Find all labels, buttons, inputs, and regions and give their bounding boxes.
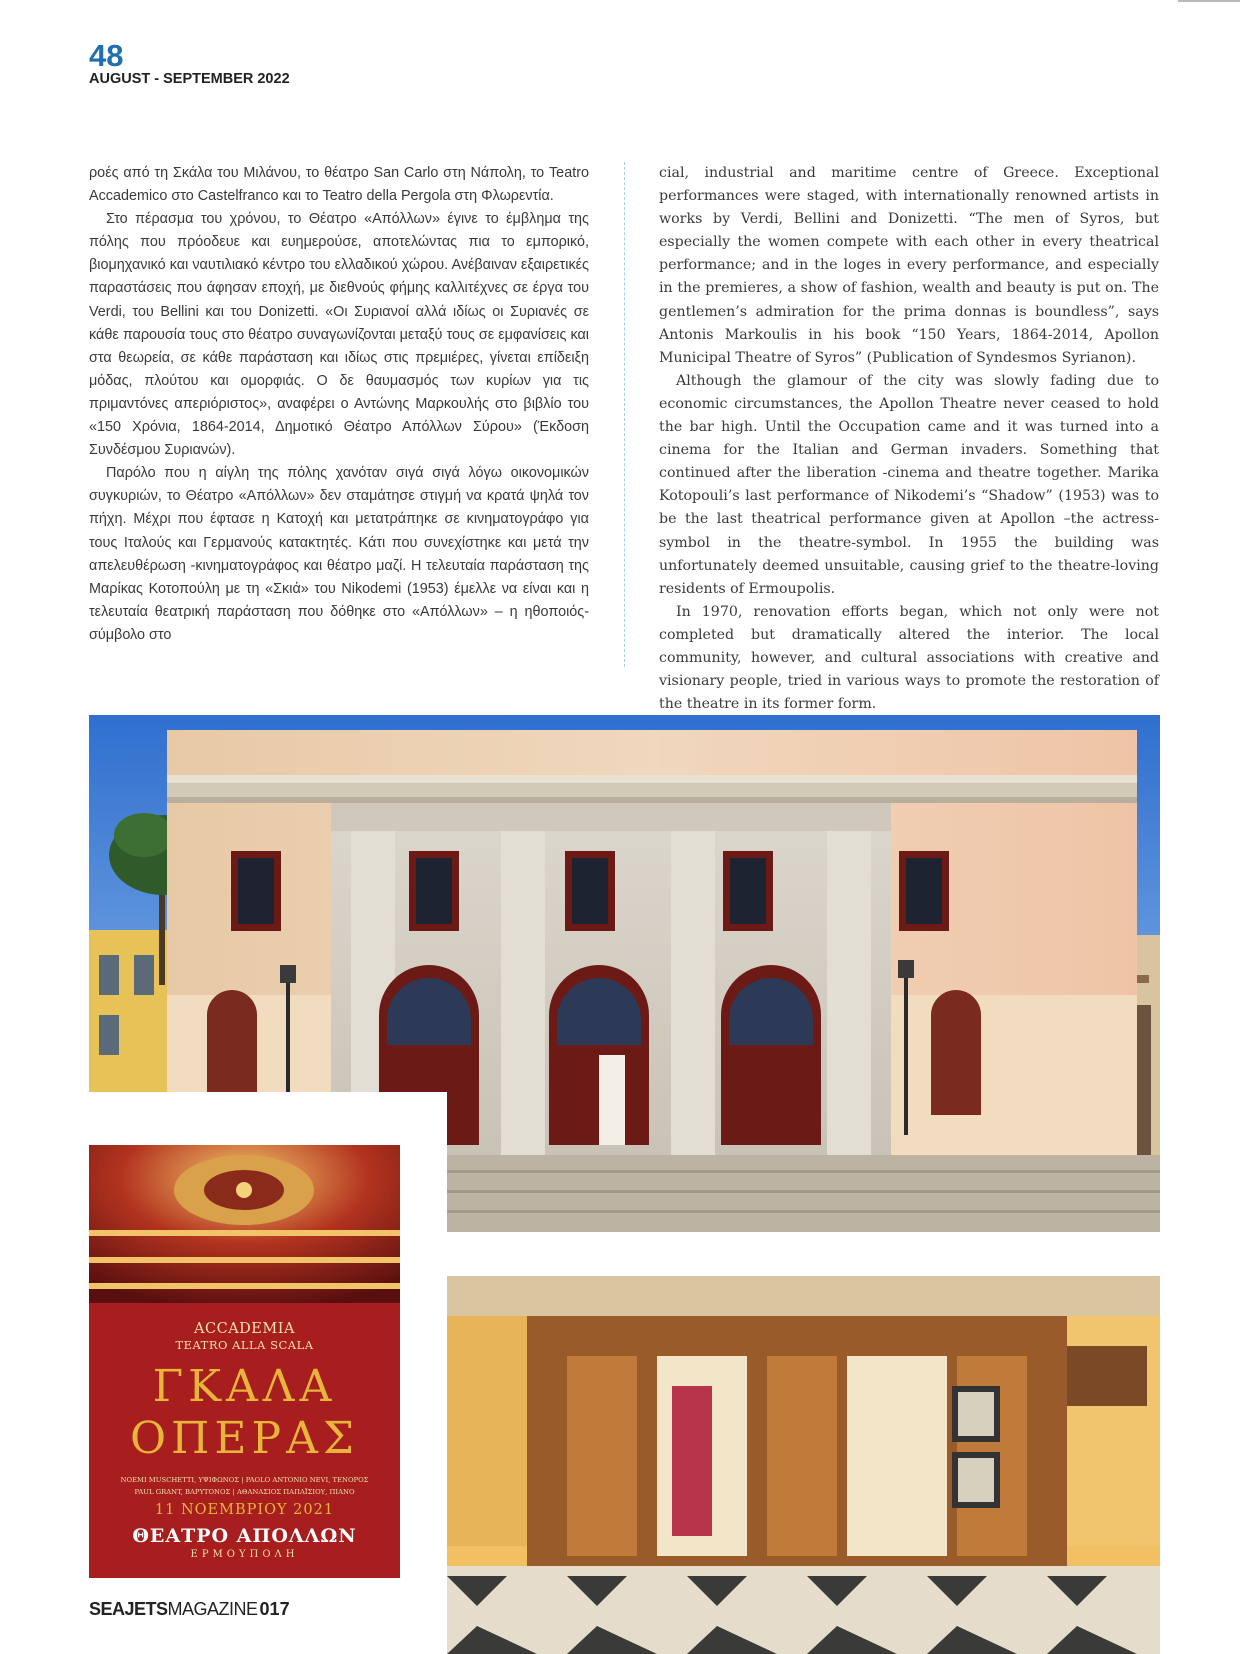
gala-poster	[89, 1145, 400, 1578]
poster-venue: ΘΕΑΤΡΟ ΑΠΟΛΛΩΝ	[132, 1525, 357, 1547]
greek-paragraph: Παρόλο που η αίγλη της πόλης χανόταν σιγά σιγά λόγω οικονομικών συγκυριών, το Θέατρο «Απόλλων» δεν σταμάτησε στιγμή να κρατά ψηλά τον πήχη. Μέχρι που έφτασε η Κατοχή και μετατράπηκε σε κινηματογράφο για τους Ιταλούς και Γερμανούς κατακτητές. Κάτι που συνεχίστηκε και μετά την απελευθέρωση -κινηματογράφος και θέατρο μαζί. Η τελευταία παράσταση της Μαρίκας Κοτοπούλη με τη «Σκιά» του Nikodemi (1953) έμελλε να είναι και η τελευταία θεατρική παράσταση που δόθηκε στο «Απόλλων» – η ηθοποιός-σύμβολο στο	[89, 465, 589, 643]
english-paragraph: Although the glamour of the city was slowly fading due to economic circumstances, the Apollon Theatre never ceased to hold the bar high. Until the Occupation came and it was turned into a cinema for the Italian and German invaders. Something that continued after the liberation -cinema and theatre together. Marika Kotopouli’s last performance of Nikodemi’s “Shadow” (1953) was to be the last theatrical performance given at Apollon –the actress-symbol in the theatre-symbol. In 1955 the building was unfortunately deemed unsuitable, causing grief to the theatre-loving residents of Ermoupolis.	[659, 372, 1159, 597]
poster-artists: NOEMI MUSCHETTI, ΥΨΙΦΩΝΟΣ | PAOLO ANTONIO NEVI, ΤΕΝΟΡΟΣ	[120, 1476, 369, 1484]
page-number: 48	[89, 38, 124, 73]
top-rule	[1178, 0, 1240, 2]
english-paragraph: cial, industrial and maritime centre of Greece. Exceptional performances were staged, with internationally renowned artists in works by Verdi, Bellini and Donizetti. “The men of Syros, but especially the women compete with each other in every theatrical performance; and in the loges in every performance, and especially in the premieres, a show of fashion, wealth and beauty is put on. The gentlemen’s admiration for the prima donnas is boundless”, says Antonis Markoulis in his book “150 Years, 1864-2014, Apollon Municipal Theatre of Syros” (Publication of Syndesmos Syrianon).	[659, 165, 1159, 366]
poster-accademia: ACCADEMIA	[194, 1321, 295, 1337]
poster-city: ΕΡΜΟΥΠΟΛΗ	[190, 1549, 299, 1560]
poster-artists: PAUL GRANT, ΒΑΡΥΤΟΝΟΣ | ΑΘΑΝΑΣΙΟΣ ΠΑΠΑΪΣΙΟΥ, ΠΙΑΝΟ	[134, 1488, 355, 1496]
brand-magazine: MAGAZINE	[167, 1599, 258, 1619]
greek-paragraph: Στο πέρασμα του χρόνου, το Θέατρο «Απόλλων» έγινε το έμβλημα της πόλης που πρόοδευε και ευημερούσε, αποτελώντας πια το εμπορικό, βιομηχανικό και ναυτιλιακό κέντρο του ελλαδικού χώρου. Ανέβαιναν εξαιρετικές παραστάσεις που άφησαν εποχή, με διεθνούς φήμης καλλιτέχνες σε έργα του Verdi, του Bellini και του Donizetti. «Οι Συριανοί αλλά ιδίως οι Συριανές σε κάθε παρουσία τους στο θέατρο συναγωνίζονται μεταξύ τους σε εμφανίσεις και στα θεωρεία, σε κάθε παράσταση και ιδίως στις πρεμιέρες, γίνεται επίδειξη μόδας, πλούτου και ομορφιάς. Ο δε θαυμασμός των κυρίων για τις πριμαντόνες απεριόριστος», αναφέρει ο Αντώνης Μαρκουλής στο βιβλίο του «150 Χρόνια, 1864-2014, Δημοτικό Θέατρο Απόλλων Σύρου» (Έκδοση Συνδέσμου Συριανών).	[89, 211, 589, 459]
poster-date: 11 ΝΟΕΜΒΡΙΟΥ 2021	[154, 1502, 335, 1518]
greek-text-column	[89, 162, 589, 647]
issue-date: AUGUST - SEPTEMBER 2022	[89, 71, 290, 87]
brand-seajets: SEAJETS	[89, 1599, 168, 1619]
issue-number: 017	[259, 1599, 290, 1619]
magazine-brand	[89, 1600, 290, 1618]
opera-hall-illustration	[89, 1145, 400, 1310]
column-divider	[624, 162, 625, 667]
poster-title-gala: ΓΚΑΛΑ	[152, 1361, 337, 1412]
english-paragraph: In 1970, renovation efforts began, which not only were not completed but dramatically altered the interior. The local community, however, and cultural associations with creative and visionary people, tried in various ways to promote the restoration of the theatre in its former form.	[659, 603, 1159, 713]
poster-teatro-alla-scala: TEATRO ALLA SCALA	[175, 1338, 314, 1352]
museum-interior-photo	[447, 1276, 1160, 1654]
poster-title-operas: ΟΠΕΡΑΣ	[129, 1413, 360, 1464]
english-text-column	[659, 162, 1159, 716]
greek-paragraph: ροές από τη Σκάλα του Μιλάνου, το θέατρο San Carlo στη Νάπολη, το Teatro Accademico στο Castelfranco και το Teatro della Pergola στη Φλωρεντία.	[89, 165, 589, 205]
